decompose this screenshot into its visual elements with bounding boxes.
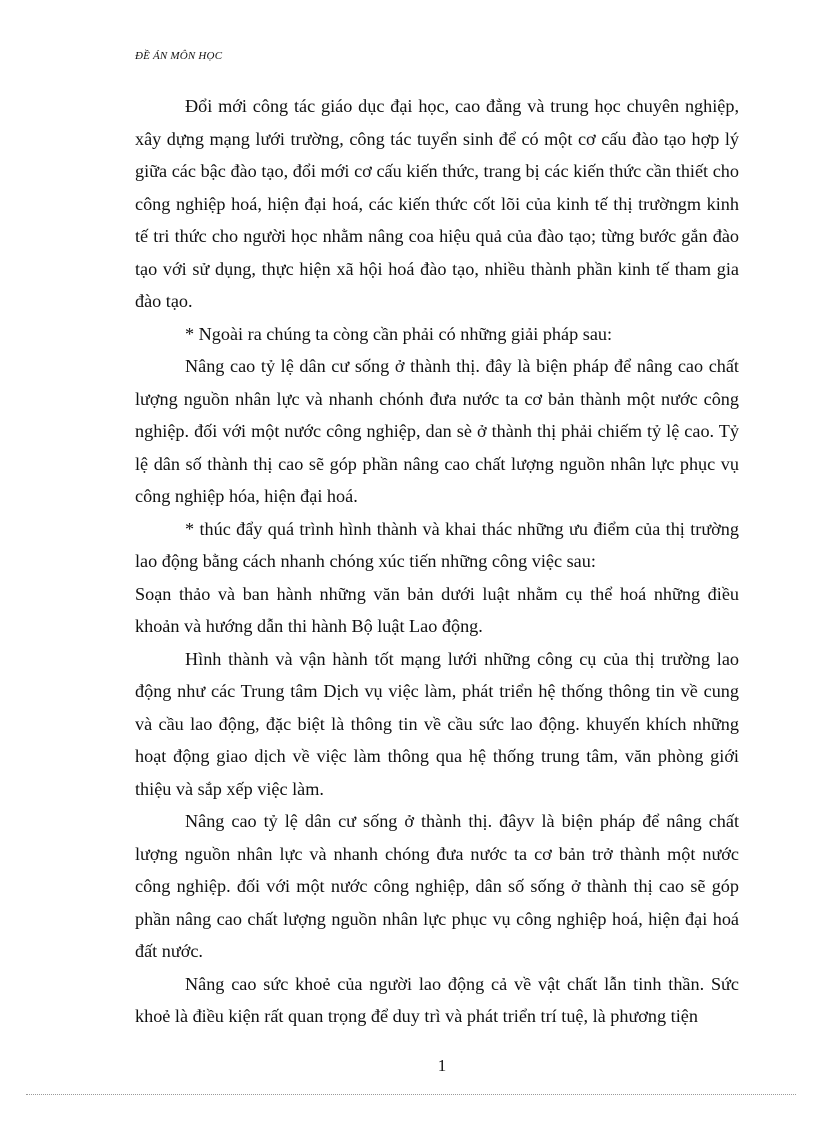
paragraph-education-reform: Đổi mới công tác giáo dục đại học, cao đẳng và trung học chuyên nghiệp, xây dựng mạng lưới trường, công tác tuyển sinh để có một cơ cấu đào tạo hợp lý giữa các bậc đào tạo, đổi mới cơ cấu kiến thức, trang bị các kiến thức cần thiết cho công nghiệp hoá, hiện đại hoá, các kiến thức cốt lõi của kinh tế thị trườngm kinh tế tri thức cho người học nhằm nâng coa hiệu quả của đào tạo; từng bước gắn đào tạo với sử dụng, thực hiện xã hội hoá đào tạo, nhiều thành phần kinh tế tham gia đào tạo.: [135, 96, 739, 311]
paragraph-urban-population: Nâng cao tỷ lệ dân cư sống ở thành thị. đây là biện pháp để nâng cao chất lượng nguồn nhân lực và nhanh chónh đưa nước ta cơ bản thành một nước công nghiệp. đối với một nước công nghiệp, dan sè ở thành thị phải chiếm tỷ lệ cao. Tỷ lệ dân số thành thị cao sẽ góp phần nâng cao chất lượng nguồn nhân lực phục vụ công nghiệp hóa, hiện đại hoá.: [135, 356, 739, 506]
paragraph-labor-market: * thúc đẩy quá trình hình thành và khai thác những ưu điểm của thị trường lao động bằng cách nhanh chóng xúc tiến những công việc sau:: [135, 518, 739, 571]
paragraph-legal-documents: Soạn thảo và ban hành những văn bản dưới luật nhằm cụ thể hoá những điều khoản và hướng dẫn thi hành Bộ luật Lao động.: [135, 583, 739, 636]
footer-divider: [26, 1094, 796, 1095]
page-number: 1: [437, 1056, 447, 1075]
paragraph-urban-population-repeat: Nâng cao tỷ lệ dân cư sống ở thành thị. đâyv là biện pháp để nâng chất lượng nguồn nhân lực và nhanh chóng đưa nước ta cơ bản trở thành một nước công nghiệp. đối với một nước công nghiệp, dân số sống ở thành thị cao sẽ góp phần nâng cao chất lượng nguồn nhân lực phục vụ công nghiệp hoá, hiện đại hoá đất nước.: [135, 811, 739, 961]
paragraph-worker-health: Nâng cao sức khoẻ của người lao động cả về vật chất lẫn tinh thần. Sức khoẻ là điều kiện rất quan trọng để duy trì và phát triển trí tuệ, là phương tiện: [135, 973, 739, 1026]
document-body: [135, 90, 739, 1033]
paragraph-additional-solutions: * Ngoài ra chúng ta còng cần phải có những giải pháp sau:: [185, 323, 613, 344]
paragraph-employment-services: Hình thành và vận hành tốt mạng lưới những công cụ của thị trường lao động như các Trung tâm Dịch vụ việc làm, phát triển hệ thống thông tin về cung và cầu lao động, đặc biệt là thông tin về cầu sức lao động. khuyến khích những hoạt động giao dịch về việc làm thông qua hệ thống trung tâm, văn phòng giới thiệu và sắp xếp việc làm.: [135, 648, 739, 799]
document-header: ĐỀ ÁN MÔN HỌC: [135, 50, 223, 62]
